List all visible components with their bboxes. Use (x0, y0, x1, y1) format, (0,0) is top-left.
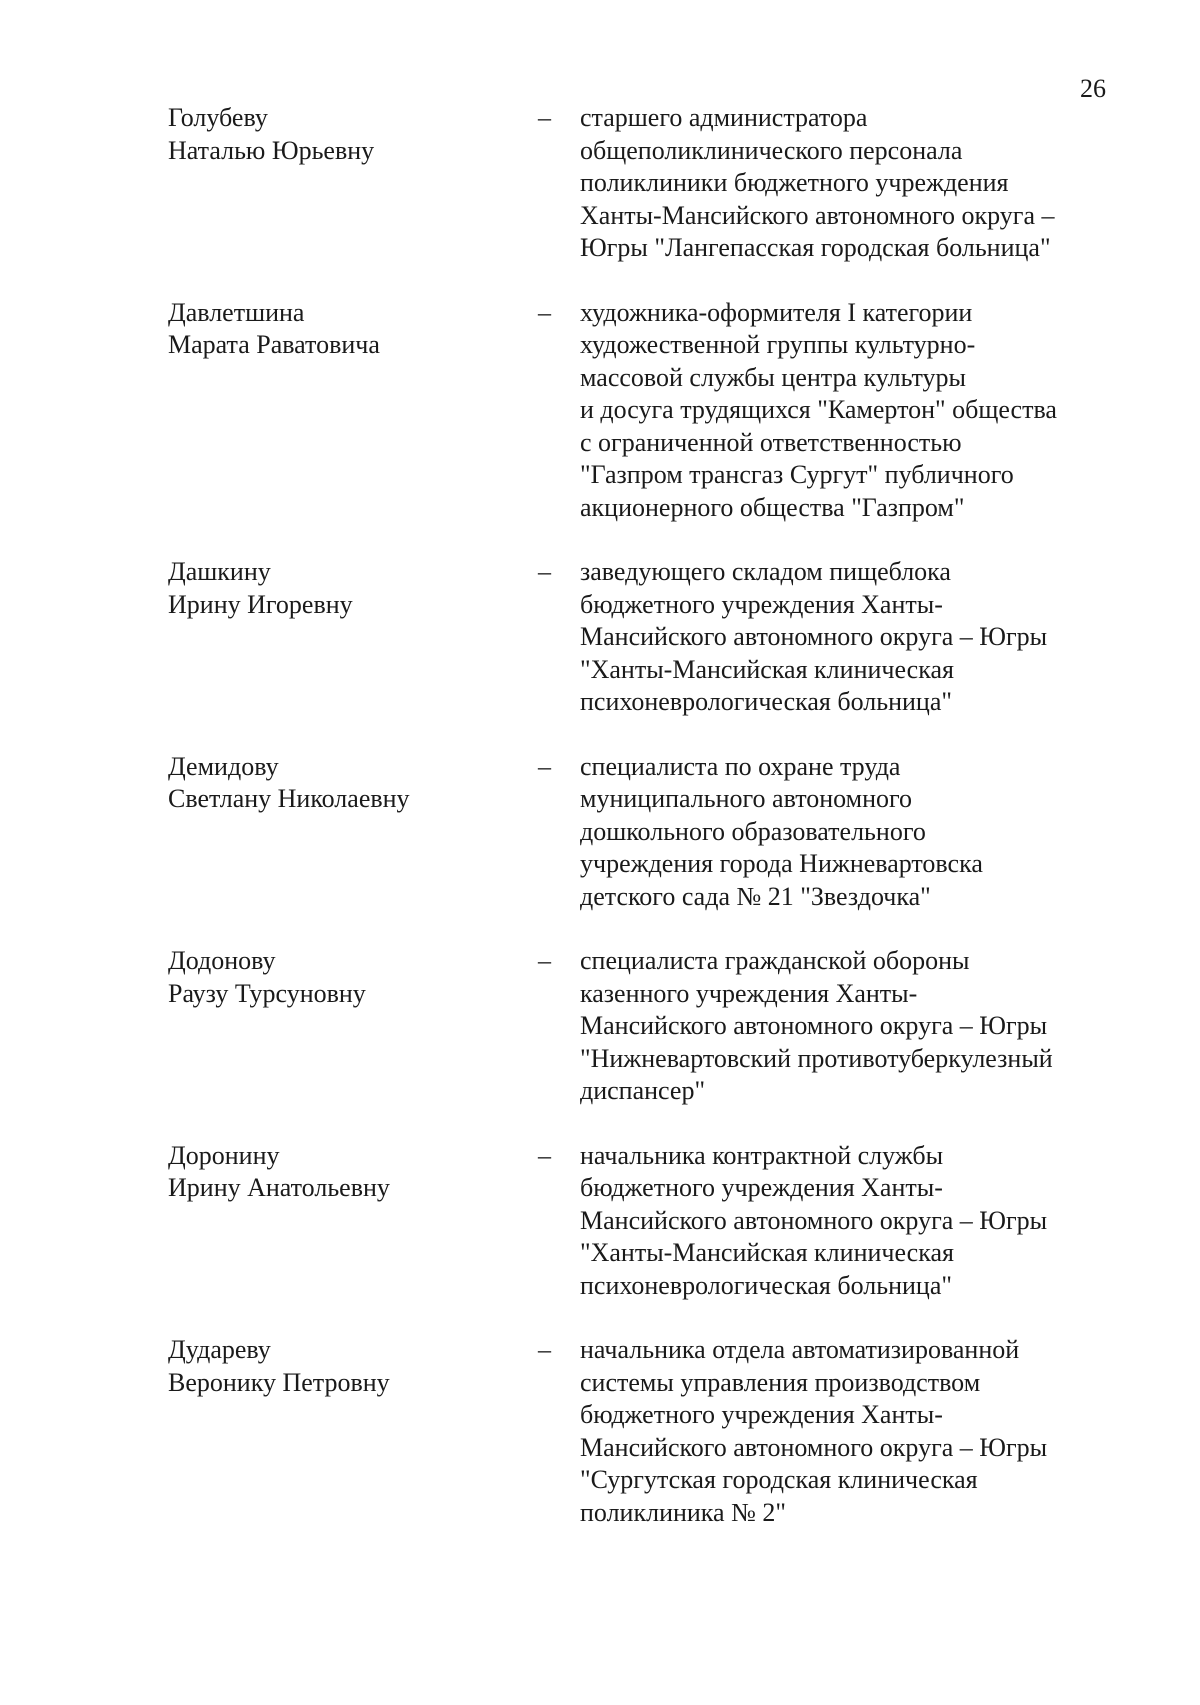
position-line: диспансер" (580, 1076, 706, 1105)
position-line: специалиста по охране труда (580, 751, 901, 781)
position-line: муниципального автономного (580, 784, 913, 813)
list-item (0, 297, 1200, 525)
list-item (0, 556, 1200, 719)
position-description (580, 1334, 1125, 1529)
position-line: Ханты-Мансийского автономного округа – (580, 200, 1055, 230)
position-line: Мансийского автономного округа – Югры (580, 1205, 1048, 1235)
dash-separator: – (538, 1335, 551, 1364)
position-line: и досуга трудящихся "Камертон" общества (580, 395, 1057, 424)
list-item (0, 1334, 1200, 1529)
position-description (580, 297, 1125, 525)
dash-separator: – (538, 297, 551, 327)
position-line: Мансийского автономного округа – Югры (580, 622, 1048, 651)
position-line: массовой службы центра культуры (580, 362, 966, 392)
position-description (580, 1140, 1125, 1303)
list-item (0, 751, 1200, 914)
surname: Доронину (168, 1140, 280, 1170)
position-line: казенного учреждения Ханты- (580, 978, 918, 1008)
person-name (168, 297, 528, 362)
position-line: "Ханты-Мансийская клиническая (580, 1238, 954, 1267)
position-line: "Нижневартовский противотуберкулезный (580, 1043, 1053, 1073)
position-line: старшего администратора (580, 103, 868, 132)
position-description (580, 945, 1125, 1108)
position-line: специалиста гражданской обороны (580, 946, 970, 975)
list-item (0, 1140, 1200, 1303)
person-name (168, 945, 528, 1010)
position-line: акционерного общества "Газпром" (580, 492, 965, 522)
position-line: дошкольного образовательного (580, 816, 926, 846)
position-line: художественной группы культурно- (580, 330, 976, 359)
position-line: системы управления производством (580, 1367, 981, 1397)
position-line: психоневрологическая больница" (580, 1270, 952, 1300)
given-names: Марата Раватовича (168, 330, 380, 359)
person-name (168, 1334, 528, 1399)
given-names: Раузу Турсуновну (168, 978, 366, 1008)
position-line: психоневрологическая больница" (580, 687, 952, 716)
position-line: общеполиклинического персонала (580, 135, 963, 165)
surname: Дашкину (168, 557, 271, 586)
surname: Дудареву (168, 1335, 271, 1364)
position-line: бюджетного учреждения Ханты- (580, 1400, 943, 1429)
position-line: художника-оформителя I категории (580, 297, 973, 327)
surname: Голубеву (168, 103, 268, 132)
position-line: бюджетного учреждения Ханты- (580, 1173, 943, 1202)
position-line: бюджетного учреждения Ханты- (580, 589, 943, 619)
position-line: Мансийского автономного округа – Югры (580, 1011, 1048, 1040)
surname: Давлетшина (168, 297, 305, 327)
dash-separator: – (538, 1140, 551, 1170)
person-name (168, 102, 528, 167)
surname: Демидову (168, 751, 279, 781)
given-names: Ирину Игоревну (168, 589, 353, 619)
dash-separator: – (538, 557, 551, 586)
given-names: Ирину Анатольевну (168, 1173, 390, 1202)
given-names: Светлану Николаевну (168, 784, 410, 813)
list-item (0, 102, 1200, 265)
dash-separator: – (538, 103, 551, 132)
position-line: заведующего складом пищеблока (580, 557, 951, 586)
position-line: начальника контрактной службы (580, 1140, 944, 1170)
position-description (580, 751, 1125, 914)
given-names: Наталью Юрьевну (168, 135, 375, 165)
position-line: Югры "Лангепасская городская больница" (580, 233, 1051, 262)
position-line: поликлиники бюджетного учреждения (580, 168, 1009, 197)
awardee-list (0, 102, 1200, 1529)
dash-separator: – (538, 946, 551, 975)
person-name (168, 1140, 528, 1205)
dash-separator: – (538, 751, 551, 781)
position-line: "Газпром трансгаз Сургут" публичного (580, 460, 1014, 489)
position-description (580, 556, 1125, 719)
position-line: поликлиника № 2" (580, 1497, 787, 1527)
person-name (168, 556, 528, 621)
position-line: детского сада № 21 "Звездочка" (580, 881, 931, 911)
position-line: "Сургутская городская клиническая (580, 1465, 978, 1494)
list-item (0, 945, 1200, 1108)
position-description (580, 102, 1125, 265)
position-line: начальника отдела автоматизированной (580, 1335, 1020, 1364)
person-name (168, 751, 528, 816)
given-names: Веронику Петровну (168, 1367, 390, 1397)
position-line: Мансийского автономного округа – Югры (580, 1432, 1048, 1462)
page-number: 26 (1080, 74, 1106, 103)
position-line: учреждения города Нижневартовска (580, 849, 983, 878)
surname: Додонову (168, 946, 276, 975)
position-line: "Ханты-Мансийская клиническая (580, 654, 954, 684)
position-line: с ограниченной ответственностью (580, 427, 962, 457)
